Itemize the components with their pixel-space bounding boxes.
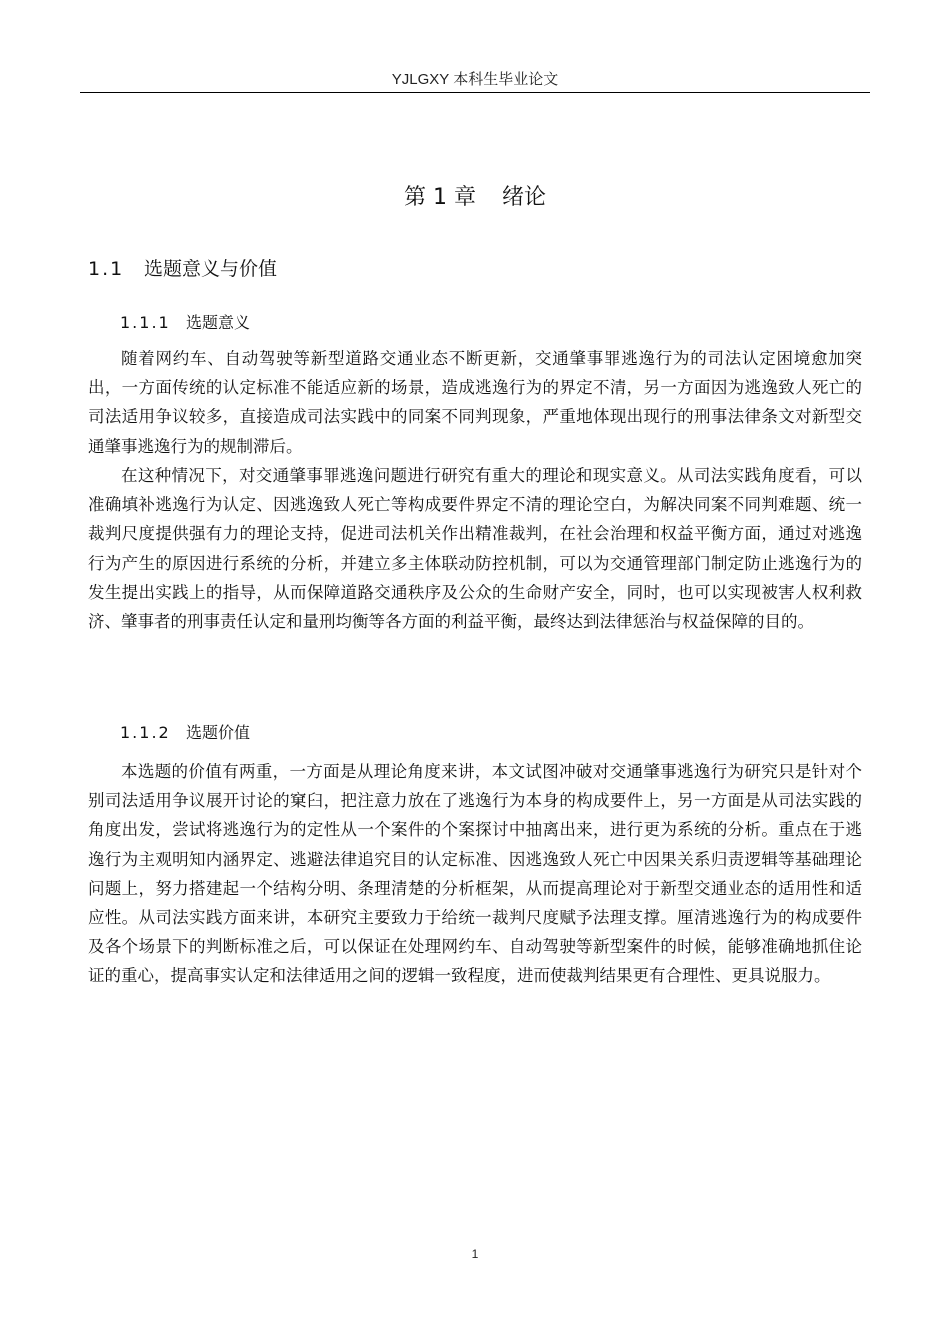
chapter-name: 绪论 — [501, 185, 546, 210]
chapter-number: 第 1 章 — [404, 185, 476, 210]
chapter-title — [0, 180, 950, 211]
subsection-title: 选题意义 — [186, 313, 251, 332]
subsection-title: 选题价值 — [186, 723, 251, 742]
section-title: 选题意义与价值 — [144, 258, 278, 280]
paragraph: 随着网约车、自动驾驶等新型道路交通业态不断更新，交通肇事罪逃逸行为的司法认定困境愈加突出，一方面传统的认定标准不能适应新的场景，造成逃逸行为的界定不清，另一方面因为逃逸致人死亡的司法适用争议较多，直接造成司法实践中的同案不同判现象，严重地体现出现行的刑事法律条文对新型交通肇事逃逸行为的规制滞后。 — [88, 349, 862, 456]
subsection-number: 1.1.2 — [120, 723, 171, 742]
section-number: 1.1 — [88, 258, 125, 280]
page-number: 1 — [471, 1247, 479, 1261]
header-divider — [80, 92, 870, 93]
paragraph: 本选题的价值有两重，一方面是从理论角度来讲，本文试图冲破对交通肇事逃逸行为研究只是针对个别司法适用争议展开讨论的窠臼，把注意力放在了逃逸行为本身的构成要件上，另一方面是从司法实践的角度出发，尝试将逃逸行为的定性从一个案件的个案探讨中抽离出来，进行更为系统的分析。重点在于逃逸行为主观明知内涵界定、逃避法律追究目的认定标准、因逃逸致人死亡中因果关系归责逻辑等基础理论问题上，努力搭建起一个结构分明、条理清楚的分析框架，从而提高理论对于新型交通业态的适用性和适应性。从司法实践方面来讲，本研究主要致力于给统一裁判尺度赋予法理支撑。厘清逃逸行为的构成要件及各个场景下的判断标准之后，可以保证在处理网约车、自动驾驶等新型案件的时候，能够准确地抓住论证的重心，提高事实认定和法律适用之间的逻辑一致程度，进而使裁判结果更有合理性、更具说服力。 — [88, 762, 862, 986]
section-heading — [88, 254, 277, 281]
subsection-number: 1.1.1 — [120, 313, 171, 332]
subsection-heading-1 — [120, 310, 250, 333]
page-header: YJLGXY 本科生毕业论文 — [391, 71, 559, 88]
subsection-heading-2 — [120, 720, 250, 743]
paragraph: 在这种情况下，对交通肇事罪逃逸问题进行研究有重大的理论和现实意义。从司法实践角度看，可以准确填补逃逸行为认定、因逃逸致人死亡等构成要件界定不清的理论空白，为解决同案不同判难题、统一裁判尺度提供强有力的理论支持，促进司法机关作出精准裁判，在社会治理和权益平衡方面，通过对逃逸行为产生的原因进行系统的分析，并建立多主体联动防控机制，可以为交通管理部门制定防止逃逸行为的发生提出实践上的指导，从而保障道路交通秩序及公众的生命财产安全，同时，也可以实现被害人权利救济、肇事者的刑事责任认定和量刑均衡等各方面的利益平衡，最终达到法律惩治与权益保障的目的。 — [88, 466, 862, 632]
